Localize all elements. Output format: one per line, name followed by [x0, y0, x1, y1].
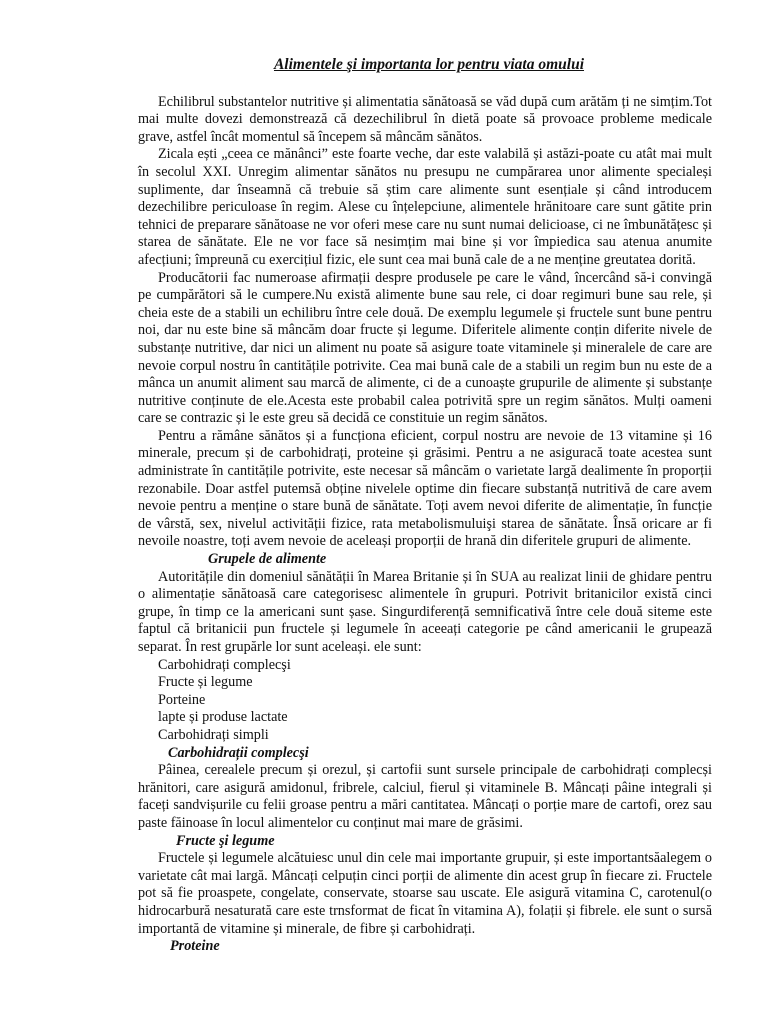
food-groups-list: [138, 657, 712, 745]
document-title: Alimentele şi importanta lor pentru viata omului: [273, 56, 585, 73]
paragraph-fructele: Fructele și legumele alcătuiesc unul din cele mai importante grupuir, și este importantsăalegem o varietate cât mai largă. Mâncați celpuțin cinci porții de alimente din acest grup în fiecare zi. Fructele pot să fie proaspete, congelate, conservate, stoarse sau uscate. Ele asigură vitamina C, carotenul(o hidrocarbură nesaturată care este trnsformat de ficat în vitamina A), folații și fibrele. ele sunt o sursă importantă de vitamine și minerale, de fibre și carbohidrați.: [138, 850, 712, 937]
heading-grupele-de-alimente: Grupele de alimente: [208, 551, 327, 568]
heading-proteine: Proteine: [170, 938, 220, 955]
paragraph-zicala: Zicala ești „ceea ce mănânci” este foarte veche, dar este valabilă și astăzi-poate cu atât mai mult în secolul XXI. Unregim alimentar sănătos nu presupu ne cumpărarea unor alimente specialeși suplimente, dar înseamnă că trebuie să știm care alimente sunt esențiale și când introducem dezechilibre periculoase în regim. Alese cu înțelepciune, alimentele hrănitoare care sunt gătite prin tehnici de preparare sănătoase ne vor oferi mese care nu sunt numai delicioase, ci ne îmbunătățesc și starea de sănătate. Ele ne vor face să nesimțim mai bine și vor împiedica sau atenua anumite afecțiuni; împreună cu exercițiul fizic, ele sunt cea mai bună cale de a ne menține greutatea dorită.: [138, 146, 712, 268]
list-item: Porteine: [158, 691, 206, 708]
paragraph-painea: Pâinea, cerealele precum și orezul, și cartofii sunt sursele principale de carbohidrați complecși hrănitori, care asigură amidonul, fribrele, calciul, fierul și vitaminele B. Mâncați pâine integrali și faceți sandvișurile cu felii groase pentru a mări cantitatea. Mâncați o porție mare de cartofi, orez sau paste făinoase în locul alimentelor cu conținut mai mare de grăsimi.: [138, 762, 712, 831]
paragraph-producatorii: Producătorii fac numeroase afirmații despre produsele pe care le vând, încercând să-i convingă pe cumpărători să le cumpere.Nu există alimente bune sau rele, ci doar regimuri bune sau rele, și cheia este de a stabili un echilibru între cele două. De exemplu legumele și fructele sunt bune pentru noi, dar nu este bine să mâncăm doar fructe și legume. Diferitele alimente conțin diferite nivele de substanțe nutritive, dar nici un aliment nu poate să asigure toate vitaminele și mineralele de care are nevoie corpul nostru în cantitățile potrivite. Cea mai bună cale de a stabili un regim bun nu este de a mânca un anumit aliment sau marcă de alimente, ci de a cunoaște grupurile de alimente și substanțe nutritive conținute de ele.Acesta este probabil calea potrivită spre un regim sănătos. Mulți oameni care se contrazic și le este greu să decidă ce constituie un regim sănătos.: [138, 269, 712, 427]
heading-carbohidratii-complecsi: Carbohidrații complecşi: [168, 744, 309, 761]
list-item: lapte și produse lactate: [158, 709, 288, 726]
list-item: Fructe și legume: [158, 674, 253, 691]
list-item: Carbohidrați complecşi: [158, 656, 291, 673]
list-item: Carbohidrați simpli: [158, 726, 269, 743]
heading-fructe-si-legume: Fructe şi legume: [176, 832, 275, 849]
paragraph-intro: Echilibrul substantelor nutritive și alimentatia sănătoasă se văd după cum arătăm ți ne simțim.Tot mai multe dovezi demonstrează că dezechilibrul în dietă poate să provoace probleme medicale grave, astfel încât momentul să începem să mâncăm sănătos.: [138, 93, 712, 145]
paragraph-autoritatile: Autoritățile din domeniul sănătății în Marea Britanie și în SUA au realizat linii de ghidare pentru o alimentație sănătoasă care categorisesc alimentele în grupuri. Potrivit britanicilor există cinci grupe, în timp ce la americani sunt șase. Singurdiferență semnificativă între cele două siteme este faptul că britanicii pun fructele și legumele în aceeați categorie pe când americanii le grupează separat. În rest grupărle lor sunt aceleași. ele sunt:: [138, 568, 712, 655]
paragraph-vitamine: Pentru a rămâne sănătos și a funcționa eficient, corpul nostru are nevoie de 13 vitamine și 16 minerale, precum și de carbohidrați, proteine și grăsimi. Pentru a ne asiguracă toate acestea sunt administrate în cantitățile potrivite, este necesar să mâncăm o varietate largă dealimente în proporții rezonabile. Doar astfel putemsă obține nivelele optime din fiecare substanță nutritivă de care avem nevoie pentru a menține o stare bună de sănătate. Toți avem nevoi diferite de alimentație, în funcție de vârstă, sex, nivelul activității fizice, rata metabolismuluişi starea de sănătate. Însă oricare ar fi nevoile noastre, toți avem nevoie de aceleași proporții de hrană din diferitele grupuri de alimente.: [138, 427, 712, 550]
